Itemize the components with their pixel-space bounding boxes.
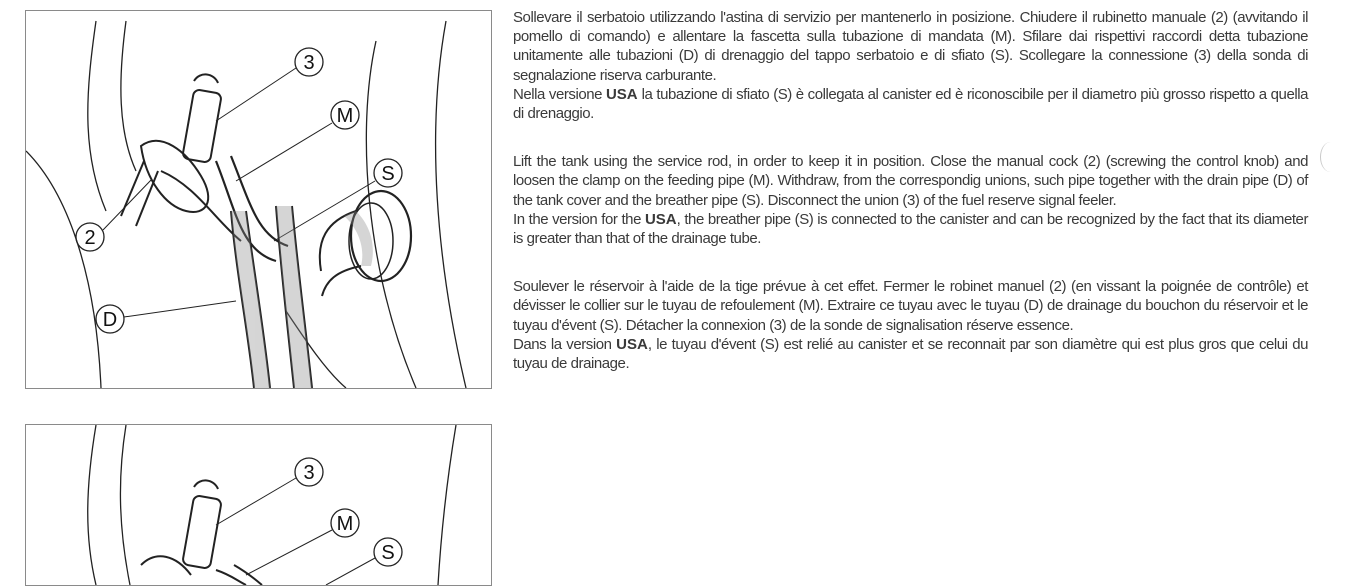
usa-label: USA xyxy=(605,85,638,103)
english-main-text: Lift the tank using the service rod, in order to keep it in position. Close the manual cock (2) (screwing the control knob) and loosen the clamp on the feeding pipe (M). Withdraw, from the correspondig unions, such pipe together with the drain pipe (D) of the tank cover and the breather pipe (S). Disconnect the union (3) of the fuel reserve signal feeler. xyxy=(513,153,1308,209)
french-main-text: Soulever le réservoir à l'aide de la tige prévue à cet effet. Fermer le robinet manuel (2) (en vissant la poignée de contrôle) et dévisser le collier sur le tuyau de refoulement (M). Extraire ce tuyau avec le tuyau (D) de drainage du bouchon du réservoir et le tuyau d'évent (S). Détacher la connexion (3) de la sonde de signalisation réserve essence. xyxy=(513,278,1308,334)
callout-3: 3 xyxy=(303,52,315,74)
callout-3: 3 xyxy=(303,462,315,484)
callout-m: M xyxy=(336,513,354,535)
english-usa-note: In the version for the USA, the breather pipe (S) is connected to the canister and can be recognized by the fact that its diameter is greater than that of the drainage tube. xyxy=(513,210,1308,248)
paragraph-english xyxy=(513,152,1308,248)
technical-drawing-2 xyxy=(26,425,491,585)
italian-main-text: Sollevare il serbatoio utilizzando l'astina di servizio per mantenerlo in posizione. Chiudere il rubinetto manuale (2) (avvitando il pomello di comando) e allentare la fascetta sulla tubazione di mandata (M). Sfilare dai rispettivi raccordi detta tubazione unitamente alle tubazioni (D) di drenaggio del tappo serbatoio e di sfiato (S). Scollegare la connessione (3) della sonda di segnalazione riserva carburante. xyxy=(513,9,1308,84)
paragraph-italian xyxy=(513,8,1308,123)
paragraph-french xyxy=(513,277,1308,373)
figure-fuel-tank-connections xyxy=(25,10,492,389)
italian-usa-note: Nella versione USA la tubazione di sfiato (S) è collegata al canister ed è riconoscibile per il diametro più grosso rispetto a quella di drenaggio. xyxy=(513,85,1308,123)
callout-s: S xyxy=(381,163,395,185)
instructions-column xyxy=(513,8,1308,373)
technical-drawing xyxy=(26,11,491,388)
callout-s: S xyxy=(381,542,395,564)
usa-label: USA xyxy=(616,335,648,353)
page-edge-mark xyxy=(1320,142,1341,172)
callout-d: D xyxy=(102,309,118,331)
french-usa-note: Dans la version USA, le tuyau d'évent (S) est relié au canister et se reconnait par son diamètre qui est plus gros que celui du tuyau de drainage. xyxy=(513,335,1308,373)
figure-fuel-tank-connections-2 xyxy=(25,424,492,586)
callout-2: 2 xyxy=(84,227,96,249)
usa-label: USA xyxy=(644,210,677,228)
callout-m: M xyxy=(336,105,354,127)
